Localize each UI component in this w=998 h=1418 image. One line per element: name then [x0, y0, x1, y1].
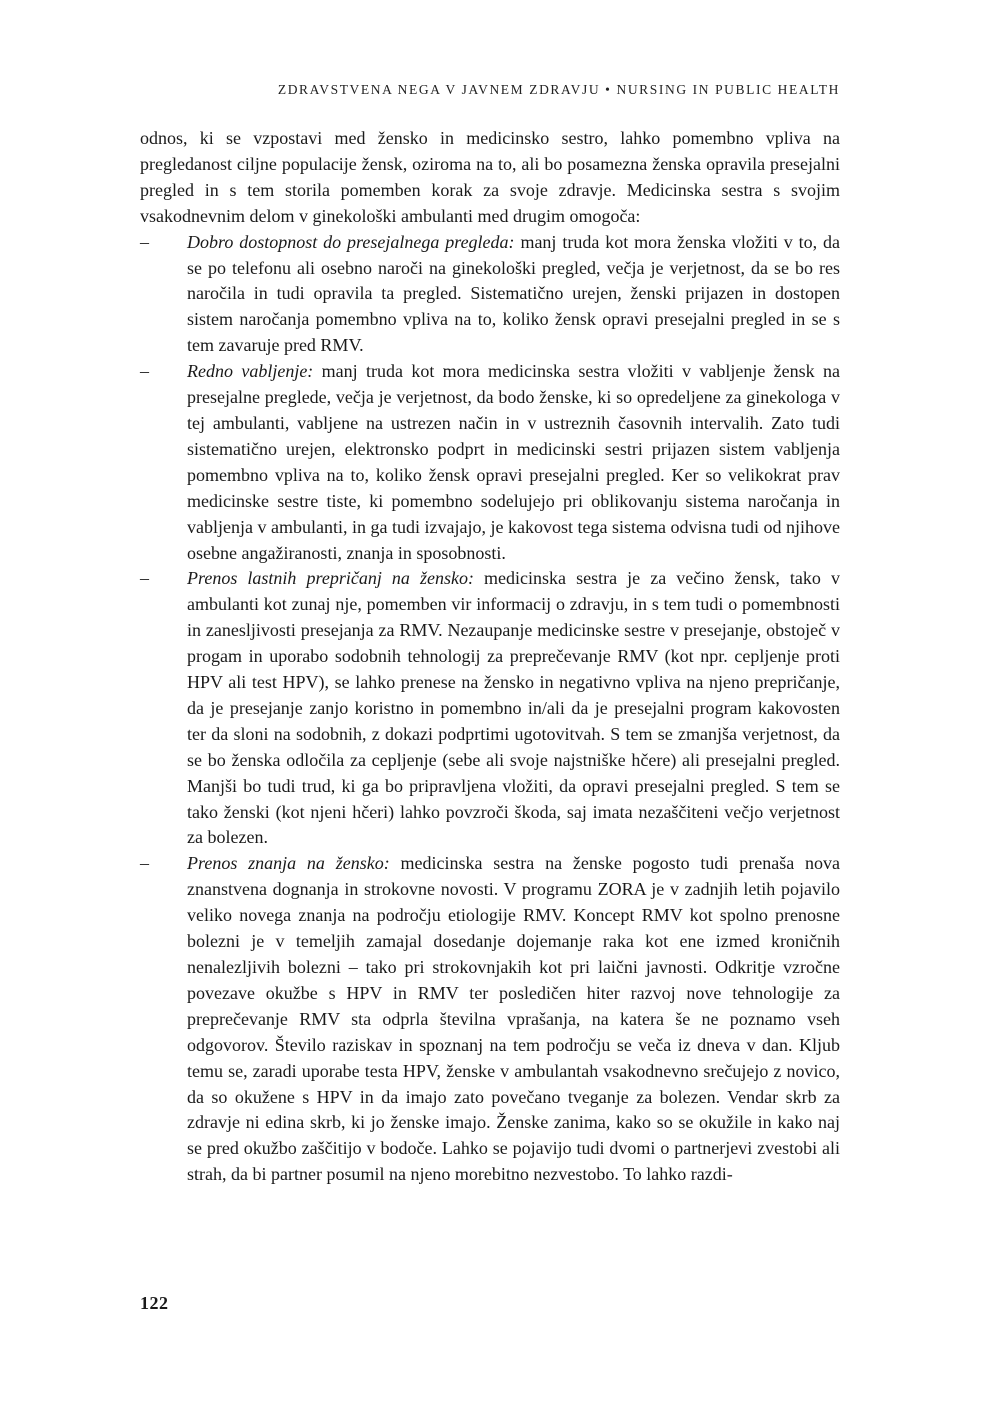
list-item [140, 230, 840, 360]
list-item [140, 851, 840, 1188]
list-item [140, 566, 840, 851]
bullet-list [140, 230, 840, 1189]
list-item [140, 359, 840, 566]
item-text: manj truda kot mora ženska vložiti v to, da se po telefonu ali osebno naroči na ginekološki pregled, večja je verjetnost, da se bo res naročila in tudi opravila ta pregled. Sistematično urejen, ženski prijazen in dostopen sistem naročanja pomembno vpliva na to, koliko žensk opravi presejalni pregled in se s tem zavaruje pred RMV. [187, 231, 840, 356]
item-title: Prenos znanja na žensko: [187, 853, 390, 874]
item-title: Dobro dostopnost do presejalnega pregleda: [187, 231, 515, 252]
bullet-dash: – [140, 853, 149, 874]
bullet-dash: – [140, 568, 149, 589]
bullet-dash: – [140, 361, 149, 382]
page-number: 122 [140, 1293, 169, 1313]
item-title: Prenos lastnih prepričanj na žensko: [187, 568, 474, 589]
bullet-dash: – [140, 231, 149, 252]
item-text: medicinska sestra je za večino žensk, tako v ambulanti kot zunaj nje, pomemben vir informacij o zdravju, in s tem tudi o pomembnosti in zanesljivosti presejanja za RMV. Nezaupanje medicinske sestre v presejanje, obstoječ v progam in uporabo sodobnih tehnologij za preprečevanje RMV (kot npr. cepljenje proti HPV ali test HPV), se lahko prenese na žensko in negativno vpliva na njeno prepričanje, da je presejanje zanjo koristno in pomembno in/ali da je presejalni program kakovosten ter da sloni na sodobnih, z dokazi podprtimi ugotovitvah. S tem se zmanjša verjetnost, da se bo ženska odločila za cepljenje (sebe ali svoje najstniške hčere) ali presejalni pregled. Manjši bo tudi trud, ki ga bo pripravljena vložiti, da opravi presejalni pregled. S tem se tako ženski (kot njeni hčeri) lahko povzroči škoda, saj imata nezaščiteni večjo verjetnost za bolezen. [187, 568, 840, 848]
item-title: Redno vabljenje: [187, 361, 314, 382]
item-text: medicinska sestra na ženske pogosto tudi prenaša nova znanstvena dognanja in strokovne novosti. V programu ZORA je v zadnjih letih pojavilo veliko novega znanja na področju etiologije RMV. Koncept RMV kot spolno prenosne bolezni je v temeljih zamajal dosedanje dojemanje raka kot ene izmed kroničnih nenalezljivih bolezni – tako pri strokovnjakih kot pri laični javnosti. Odkritje vzročne povezave okužbe s HPV in RMV ter posledičen hiter razvoj nove tehnologije za preprečevanje RMV sta odprla številna vprašanja, na katera še ne poznamo vseh odgovorov. Število raziskav in spoznanj na tem področju se veča iz dneva v dan. Kljub temu se, zaradi uporabe testa HPV, ženske v ambulantah vsakodnevno srečujejo z novico, da so okužene s HPV in da imajo zato povečano tveganje za bolezen. Vendar skrb za zdravje ni edina skrb, ki jo ženske imajo. Ženske zanima, kako so se okužile in kako naj se pred okužbo zaščitijo v bodoče. Lahko se pojavijo tudi dvomi o partnerjevi zvestobi ali strah, da bi partner posumil na njeno morebitno nezvestobo. To lahko razdi- [187, 853, 840, 1185]
body-text [140, 126, 840, 1188]
item-text: manj truda kot mora medicinska sestra vložiti v vabljenje žensk na presejalne preglede, večja je verjetnost, da bodo ženske, ki so opredeljene za ginekologa v tej ambulanti, vabljene na ustrezen način in v ustreznih časovnih intervalih. Zato tudi sistematično urejen, elektronsko podprt in medicinski sestri prijazen sistem vabljenja pomembno vpliva na to, koliko žensk opravi presejalni pregled. Ker so velikokrat prav medicinske sestre tiste, ki pomembno sodelujejo pri oblikovanju sistema naročanja in vabljenja v ambulanti, in ga tudi izvajajo, je kakovost tega sistema odvisna tudi od njihove osebne angažiranosti, znanja in sposobnosti. [187, 361, 841, 563]
running-header: ZDRAVSTVENA NEGA V JAVNEM ZDRAVJU • NURSING IN PUBLIC HEALTH [277, 82, 840, 97]
intro-paragraph: odnos, ki se vzpostavi med žensko in medicinsko sestro, lahko pomembno vpliva na pregledanost ciljne populacije žensk, oziroma na to, ali bo posamezna ženska opravila presejalni pregled in s tem storila pomemben korak za svoje zdravje. Medicinska sestra s svojim vsakodnevnim delom v ginekološki ambulanti med drugim omogoča: [140, 128, 840, 226]
